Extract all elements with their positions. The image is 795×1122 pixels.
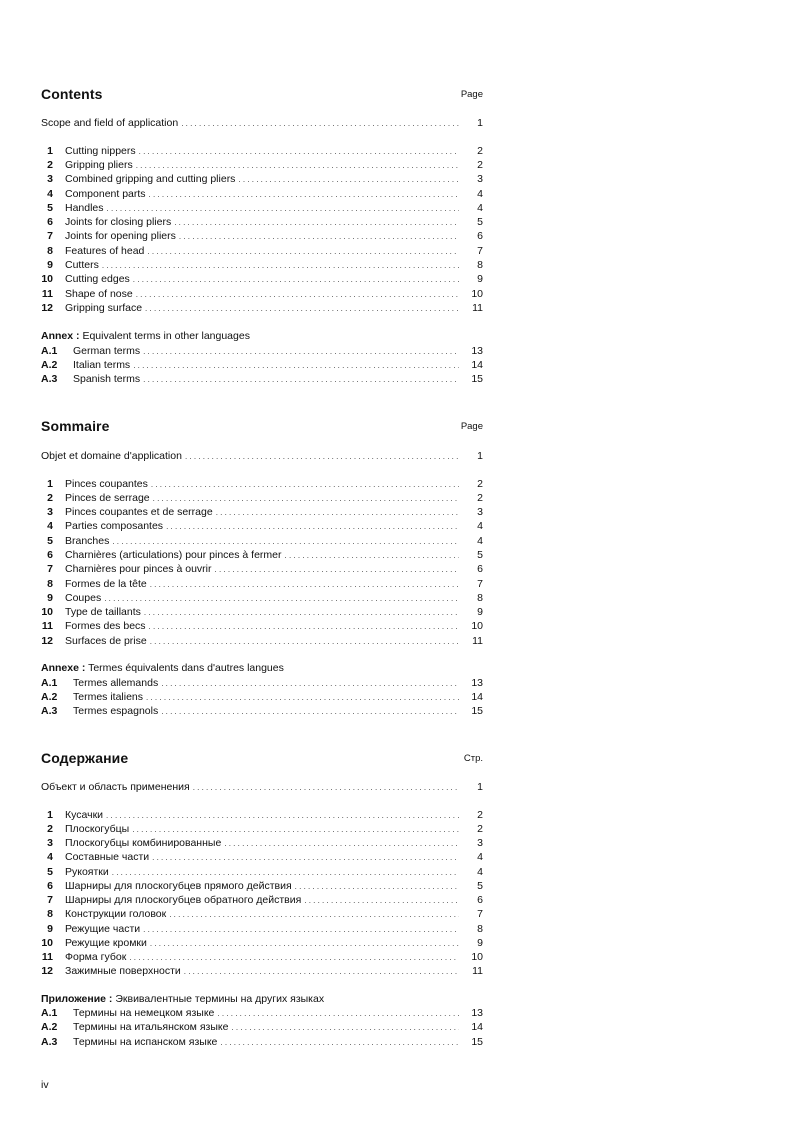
toc-entry[interactable]	[41, 519, 483, 533]
toc-entry-number: 9	[47, 259, 53, 271]
toc-entry-label: Combined gripping and cutting pliers	[65, 173, 236, 185]
toc-entry-number: 2	[47, 159, 53, 171]
annex-entry[interactable]	[41, 372, 483, 386]
toc-entry-page: 5	[477, 216, 483, 228]
toc-entry-number: 3	[47, 837, 53, 849]
toc-entry[interactable]	[41, 144, 483, 158]
toc-entry-label: Cutters	[65, 259, 99, 271]
annex-entry-page: 13	[471, 345, 483, 357]
leader-dots	[285, 549, 459, 563]
toc-entry[interactable]	[41, 922, 483, 936]
toc-entry[interactable]	[41, 605, 483, 619]
leader-dots	[150, 578, 459, 592]
toc-entry-number: 7	[47, 894, 53, 906]
toc-entry-label: Cutting edges	[65, 273, 130, 285]
toc-entry-label: Component parts	[65, 188, 146, 200]
leader-dots	[149, 188, 459, 202]
toc-entry[interactable]	[41, 201, 483, 215]
toc-entry-label: Parties composantes	[65, 520, 164, 532]
annex-entry-label: German terms	[73, 345, 141, 357]
annex-entry[interactable]	[41, 1020, 483, 1034]
annex-entry-label: Termes italiens	[73, 691, 144, 703]
leader-dots	[145, 302, 459, 316]
leader-dots	[143, 923, 459, 937]
toc-entry[interactable]	[41, 229, 483, 243]
toc-entry-page: 2	[477, 145, 483, 157]
section-header	[41, 418, 483, 438]
toc-entry-label: Features of head	[65, 245, 145, 257]
toc-entry-scope[interactable]	[41, 449, 483, 463]
page-column-label: Page	[460, 421, 483, 432]
toc-entry-label: Gripping pliers	[65, 159, 133, 171]
annex-entry[interactable]	[41, 704, 483, 718]
toc-entry-label: Shape of nose	[65, 288, 133, 300]
toc-entry-number: 11	[41, 620, 53, 632]
toc-entry-page: 2	[477, 823, 483, 835]
annex-entry[interactable]	[41, 344, 483, 358]
toc-entry-number: 5	[47, 866, 53, 878]
annex-entry-page: 15	[471, 373, 483, 385]
leader-dots	[149, 620, 459, 634]
leader-dots	[143, 373, 459, 387]
toc-entry-number: 7	[47, 230, 53, 242]
toc-entry-page: 4	[477, 520, 483, 532]
annex-entry-page: 14	[471, 691, 483, 703]
annex-heading	[41, 661, 284, 675]
annex-entry-number: A.3	[41, 1036, 58, 1048]
toc-entry-number: 6	[47, 216, 53, 228]
toc-entry-number: 9	[47, 923, 53, 935]
toc-entry-number: 4	[47, 851, 53, 863]
toc-entry-page: 10	[471, 951, 483, 963]
toc-entry-page: 10	[471, 288, 483, 300]
toc-entry-page: 8	[477, 259, 483, 271]
toc-entry-page: 7	[477, 245, 483, 257]
toc-entry-label: Formes des becs	[65, 620, 146, 632]
toc-entry-label: Pinces coupantes et de serrage	[65, 506, 213, 518]
toc-entry-page: 9	[477, 606, 483, 618]
toc-entry-number: 1	[47, 809, 53, 821]
toc-entry-label: Кусачки	[65, 809, 104, 821]
toc-entry-page: 4	[477, 866, 483, 878]
toc-entry-number: 2	[47, 823, 53, 835]
toc-entry-label: Handles	[65, 202, 104, 214]
annex-heading	[41, 992, 324, 1006]
page-number: iv	[41, 1079, 49, 1091]
toc-entry-label: Шарниры для плоскогубцев обратного действия	[65, 894, 302, 906]
toc-entry-page: 4	[477, 851, 483, 863]
toc-entry-label: Objet et domaine d'application	[41, 450, 182, 462]
toc-entry-label: Составные части	[65, 851, 150, 863]
toc-entry-page: 9	[477, 937, 483, 949]
toc-entry-label: Режущие части	[65, 923, 141, 935]
leader-dots	[129, 951, 459, 965]
leader-dots	[104, 592, 459, 606]
toc-entry[interactable]	[41, 187, 483, 201]
annex-entry[interactable]	[41, 1006, 483, 1020]
leader-dots	[146, 691, 459, 705]
toc-entry-label: Шарниры для плоскогубцев прямого действия	[65, 880, 292, 892]
leader-dots	[174, 216, 459, 230]
annex-entry-number: A.2	[41, 1021, 58, 1033]
toc-entry-label: Branches	[65, 535, 110, 547]
leader-dots	[193, 781, 459, 795]
leader-dots	[217, 1007, 459, 1021]
toc-entry-number: 6	[47, 880, 53, 892]
toc-entry-number: 9	[47, 592, 53, 604]
toc-entry-number: 8	[47, 908, 53, 920]
toc-entry[interactable]	[41, 172, 483, 186]
toc-entry-page: 4	[477, 202, 483, 214]
toc-entry-label: Объект и область применения	[41, 781, 190, 793]
toc-entry[interactable]	[41, 634, 483, 648]
toc-entry-number: 5	[47, 202, 53, 214]
annex-entry[interactable]	[41, 676, 483, 690]
leader-dots	[161, 677, 459, 691]
toc-entry-label: Surfaces de prise	[65, 635, 147, 647]
section-title: Contents	[41, 86, 103, 102]
annex-label: Annex :	[41, 330, 80, 342]
leader-dots	[161, 705, 459, 719]
annex-entry-number: A.2	[41, 359, 58, 371]
annex-entry-number: A.3	[41, 705, 58, 717]
annex-entry-label: Spanish terms	[73, 373, 141, 385]
toc-entry-page: 9	[477, 273, 483, 285]
leader-dots	[107, 202, 459, 216]
toc-entry-number: 5	[47, 535, 53, 547]
toc-entry-label: Type de taillants	[65, 606, 141, 618]
toc-entry-label: Конструкции головок	[65, 908, 167, 920]
leader-dots	[185, 450, 459, 464]
annex-entry-page: 15	[471, 705, 483, 717]
toc-entry-number: 11	[41, 288, 53, 300]
toc-entry-label: Charnières (articulations) pour pinces à fermer	[65, 549, 282, 561]
toc-entry-label: Cutting nippers	[65, 145, 136, 157]
toc-entry-number: 12	[41, 635, 53, 647]
toc-entry-page: 2	[477, 478, 483, 490]
toc-entry-label: Рукоятки	[65, 866, 109, 878]
annex-title: Equivalent terms in other languages	[82, 330, 250, 342]
toc-entry-label: Charnières pour pinces à ouvrir	[65, 563, 212, 575]
leader-dots	[136, 159, 459, 173]
toc-entry-number: 3	[47, 506, 53, 518]
toc-entry-page: 7	[477, 578, 483, 590]
toc-entry-page: 11	[472, 635, 483, 647]
leader-dots	[179, 230, 459, 244]
toc-entry[interactable]	[41, 591, 483, 605]
page-column-label: Стр.	[463, 753, 483, 764]
leader-dots	[133, 273, 459, 287]
annex-entry[interactable]	[41, 1035, 483, 1049]
toc-entry[interactable]	[41, 950, 483, 964]
toc-entry-page: 7	[477, 908, 483, 920]
toc-entry[interactable]	[41, 491, 483, 505]
toc-entry-number: 11	[41, 951, 53, 963]
annex-entry-number: A.1	[41, 677, 58, 689]
toc-entry-number: 3	[47, 173, 53, 185]
toc-entry-label: Gripping surface	[65, 302, 143, 314]
toc-entry[interactable]	[41, 822, 483, 836]
leader-dots	[139, 145, 459, 159]
toc-entry[interactable]	[41, 836, 483, 850]
toc-entry[interactable]	[41, 158, 483, 172]
section-header	[41, 86, 483, 106]
leader-dots	[112, 866, 459, 880]
annex-entry[interactable]	[41, 690, 483, 704]
toc-entry-page: 3	[477, 506, 483, 518]
toc-entry-page: 4	[477, 535, 483, 547]
annex-entry[interactable]	[41, 358, 483, 372]
toc-entry-number: 4	[47, 520, 53, 532]
toc-entry-number: 1	[47, 478, 53, 490]
leader-dots	[184, 965, 459, 979]
toc-entry-page: 10	[471, 620, 483, 632]
toc-entry[interactable]	[41, 215, 483, 229]
annex-entry-page: 13	[471, 1007, 483, 1019]
toc-entry-number: 10	[41, 937, 53, 949]
toc-entry[interactable]	[41, 505, 483, 519]
leader-dots	[153, 492, 459, 506]
leader-dots	[106, 809, 459, 823]
toc-entry-scope[interactable]	[41, 780, 483, 794]
toc-entry[interactable]	[41, 936, 483, 950]
toc-entry-label: Pinces de serrage	[65, 492, 150, 504]
leader-dots	[151, 478, 459, 492]
annex-label: Приложение :	[41, 993, 113, 1005]
toc-entry-label: Pinces coupantes	[65, 478, 148, 490]
annex-entry-label: Termes espagnols	[73, 705, 159, 717]
toc-entry-number: 12	[41, 965, 53, 977]
toc-entry-page: 2	[477, 159, 483, 171]
toc-entry-page: 1	[477, 117, 483, 129]
section-header	[41, 750, 483, 770]
toc-entry-page: 2	[477, 492, 483, 504]
toc-entry-page: 6	[477, 563, 483, 575]
toc-entry[interactable]	[41, 534, 483, 548]
toc-entry-page: 3	[477, 837, 483, 849]
toc-entry-page: 1	[477, 450, 483, 462]
toc-entry-page: 2	[477, 809, 483, 821]
leader-dots	[295, 880, 459, 894]
annex-heading	[41, 329, 250, 343]
annex-entry-page: 14	[471, 359, 483, 371]
toc-entry-label: Joints for closing pliers	[65, 216, 172, 228]
leader-dots	[150, 937, 459, 951]
leader-dots	[220, 1036, 459, 1050]
annex-entry-label: Термины на немецком языке	[73, 1007, 215, 1019]
toc-entry-label: Плоскогубцы	[65, 823, 130, 835]
leader-dots	[169, 908, 459, 922]
toc-entry-page: 1	[477, 781, 483, 793]
toc-entry-number: 2	[47, 492, 53, 504]
toc-entry[interactable]	[41, 244, 483, 258]
toc-entry-number: 6	[47, 549, 53, 561]
toc-entry-page: 6	[477, 894, 483, 906]
annex-entry-label: Термины на итальянском языке	[73, 1021, 229, 1033]
leader-dots	[152, 851, 459, 865]
toc-entry[interactable]	[41, 865, 483, 879]
annex-title: Эквивалентные термины на других языках	[115, 993, 325, 1005]
annex-entry-page: 15	[471, 1036, 483, 1048]
toc-entry-page: 6	[477, 230, 483, 242]
toc-entry-number: 8	[47, 245, 53, 257]
toc-entry-number: 12	[41, 302, 53, 314]
toc-entry-page: 8	[477, 923, 483, 935]
leader-dots	[181, 117, 459, 131]
leader-dots	[147, 245, 459, 259]
toc-entry[interactable]	[41, 287, 483, 301]
toc-entry-number: 7	[47, 563, 53, 575]
leader-dots	[143, 345, 459, 359]
toc-entry[interactable]	[41, 272, 483, 286]
toc-entry[interactable]	[41, 879, 483, 893]
toc-entry-page: 4	[477, 188, 483, 200]
leader-dots	[166, 520, 459, 534]
toc-entry-page: 8	[477, 592, 483, 604]
toc-entry[interactable]	[41, 893, 483, 907]
toc-entry-label: Форма губок	[65, 951, 127, 963]
leader-dots	[132, 823, 459, 837]
annex-entry-page: 14	[471, 1021, 483, 1033]
leader-dots	[224, 837, 459, 851]
leader-dots	[238, 173, 459, 187]
leader-dots	[112, 535, 459, 549]
toc-entry[interactable]	[41, 562, 483, 576]
toc-entry[interactable]	[41, 258, 483, 272]
toc-entry-page: 3	[477, 173, 483, 185]
leader-dots	[150, 635, 459, 649]
annex-entry-number: A.3	[41, 373, 58, 385]
toc-entry-number: 10	[41, 273, 53, 285]
toc-entry[interactable]	[41, 577, 483, 591]
toc-entry[interactable]	[41, 808, 483, 822]
leader-dots	[133, 359, 459, 373]
toc-entry-number: 8	[47, 578, 53, 590]
leader-dots	[144, 606, 459, 620]
annex-entry-page: 13	[471, 677, 483, 689]
toc-entry-label: Зажимные поверхности	[65, 965, 181, 977]
leader-dots	[231, 1021, 459, 1035]
leader-dots	[216, 506, 459, 520]
toc-entry-number: 4	[47, 188, 53, 200]
toc-entry-scope[interactable]	[41, 116, 483, 130]
annex-entry-number: A.1	[41, 345, 58, 357]
toc-entry-label: Плоскогубцы комбинированные	[65, 837, 222, 849]
leader-dots	[136, 288, 459, 302]
toc-entry[interactable]	[41, 301, 483, 315]
toc-entry[interactable]	[41, 850, 483, 864]
toc-entry-page: 5	[477, 880, 483, 892]
toc-entry[interactable]	[41, 964, 483, 978]
section-title: Sommaire	[41, 418, 110, 434]
annex-entry-label: Termes allemands	[73, 677, 159, 689]
annex-entry-number: A.1	[41, 1007, 58, 1019]
toc-entry-label: Режущие кромки	[65, 937, 147, 949]
toc-entry-label: Coupes	[65, 592, 102, 604]
annex-label: Annexe :	[41, 662, 86, 674]
annex-entry-label: Термины на испанском языке	[73, 1036, 218, 1048]
leader-dots	[102, 259, 459, 273]
toc-entry-label: Formes de la tête	[65, 578, 147, 590]
annex-entry-label: Italian terms	[73, 359, 131, 371]
toc-entry-page: 11	[472, 302, 483, 314]
toc-entry-number: 1	[47, 145, 53, 157]
annex-entry-number: A.2	[41, 691, 58, 703]
leader-dots	[215, 563, 460, 577]
leader-dots	[304, 894, 459, 908]
page-column-label: Page	[460, 89, 483, 100]
toc-entry-page: 11	[472, 965, 483, 977]
toc-entry[interactable]	[41, 907, 483, 921]
toc-entry-label: Joints for opening pliers	[65, 230, 176, 242]
toc-entry-page: 5	[477, 549, 483, 561]
toc-entry-label: Scope and field of application	[41, 117, 179, 129]
toc-entry[interactable]	[41, 548, 483, 562]
annex-title: Termes équivalents dans d'autres langues	[88, 662, 284, 674]
toc-entry[interactable]	[41, 619, 483, 633]
toc-entry-number: 10	[41, 606, 53, 618]
section-title: Содержание	[41, 750, 129, 766]
toc-entry[interactable]	[41, 477, 483, 491]
